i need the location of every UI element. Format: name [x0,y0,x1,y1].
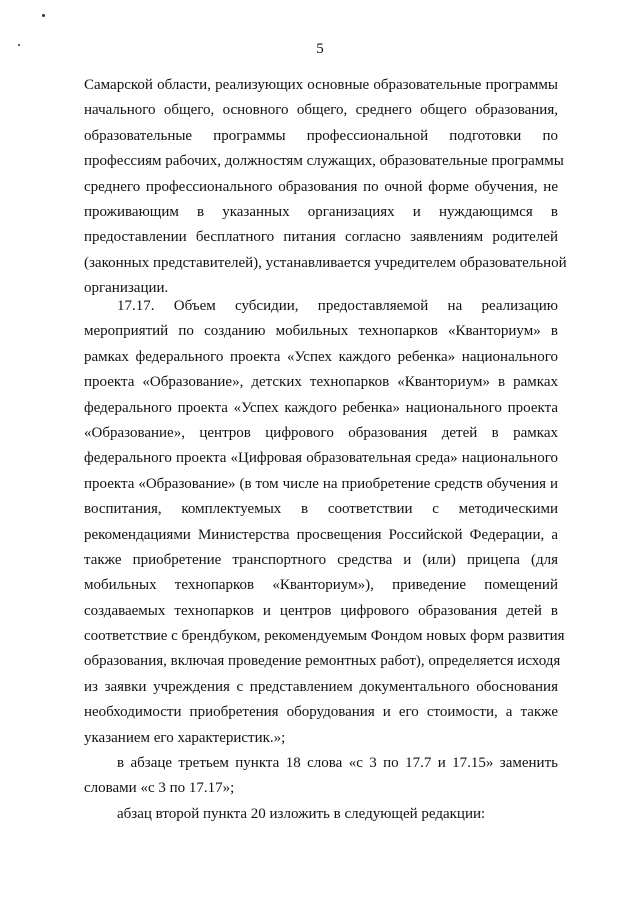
text-line: федерального проекта «Цифровая образовательная среда» национального [84,450,558,467]
text-line: необходимости приобретения оборудования и его стоимости, а также [84,704,558,721]
text-line: (законных представителей), устанавливается учредителем образовательной [84,254,567,271]
text-line: мероприятий по созданию мобильных технопарков «Кванториум» в [84,323,558,340]
text-line: рамках федерального проекта «Успех каждого ребенка» национального [84,348,558,365]
text-line: «Образование», центров цифрового образования детей в рамках [84,424,558,441]
text-line: проекта «Образование» (в том числе на приобретение средств обучения и [84,475,558,492]
scan-speck [42,14,45,17]
paragraph-continuation [84,73,567,302]
text-line: из заявки учреждения с представлением документального обоснования [84,678,558,695]
text-line: в абзаце третьем пункта 18 слова «с 3 по 17.7 и 17.15» заменить [117,755,558,772]
text-line: указанием его характеристик.»; [84,729,286,746]
scan-speck [18,44,20,46]
text-line: организации. [84,280,169,297]
text-line: предоставлении бесплатного питания согласно заявлениям родителей [84,229,558,246]
text-line: начального общего, основного общего, среднего общего образования, [84,102,558,119]
text-line: воспитания, комплектуемых в соответствии с методическими [84,501,558,518]
page-number: 5 [316,41,324,57]
text-line: федерального проекта «Успех каждого ребенка» национального проекта [84,399,558,416]
text-line: словами «с 3 по 17.17»; [84,780,235,797]
text-line: также приобретение транспортного средства и (или) прицепа (для [84,551,558,568]
text-line: Самарской области, реализующих основные образовательные программы [84,77,558,93]
paragraph-group [84,294,565,827]
text-line: мобильных технопарков «Кванториум»), приведение помещений [84,577,558,594]
text-line: проживающим в указанных организациях и нуждающимся в [84,203,558,220]
text-line: профессиям рабочих, должностям служащих, образовательные программы [84,153,564,170]
text-line: среднего профессионального образования по очной форме обучения, не [84,178,558,195]
text-line: образовательные программы профессиональной подготовки по [84,127,558,144]
text-line: соответствие с брендбуком, рекомендуемым Фондом новых форм развития [84,628,565,645]
text-line: проекта «Образование», детских технопарков «Кванториум» в рамках [84,374,558,391]
text-line: 17.17. Объем субсидии, предоставляемой на реализацию [117,298,558,314]
text-line: рекомендациями Министерства просвещения Российской Федерации, а [84,526,558,543]
text-line: абзац второй пункта 20 изложить в следующей редакции: [117,805,486,822]
text-line: образования, включая проведение ремонтных работ), определяется исходя [84,653,561,670]
text-line: создаваемых технопарков и центров цифрового образования детей в [84,602,558,619]
